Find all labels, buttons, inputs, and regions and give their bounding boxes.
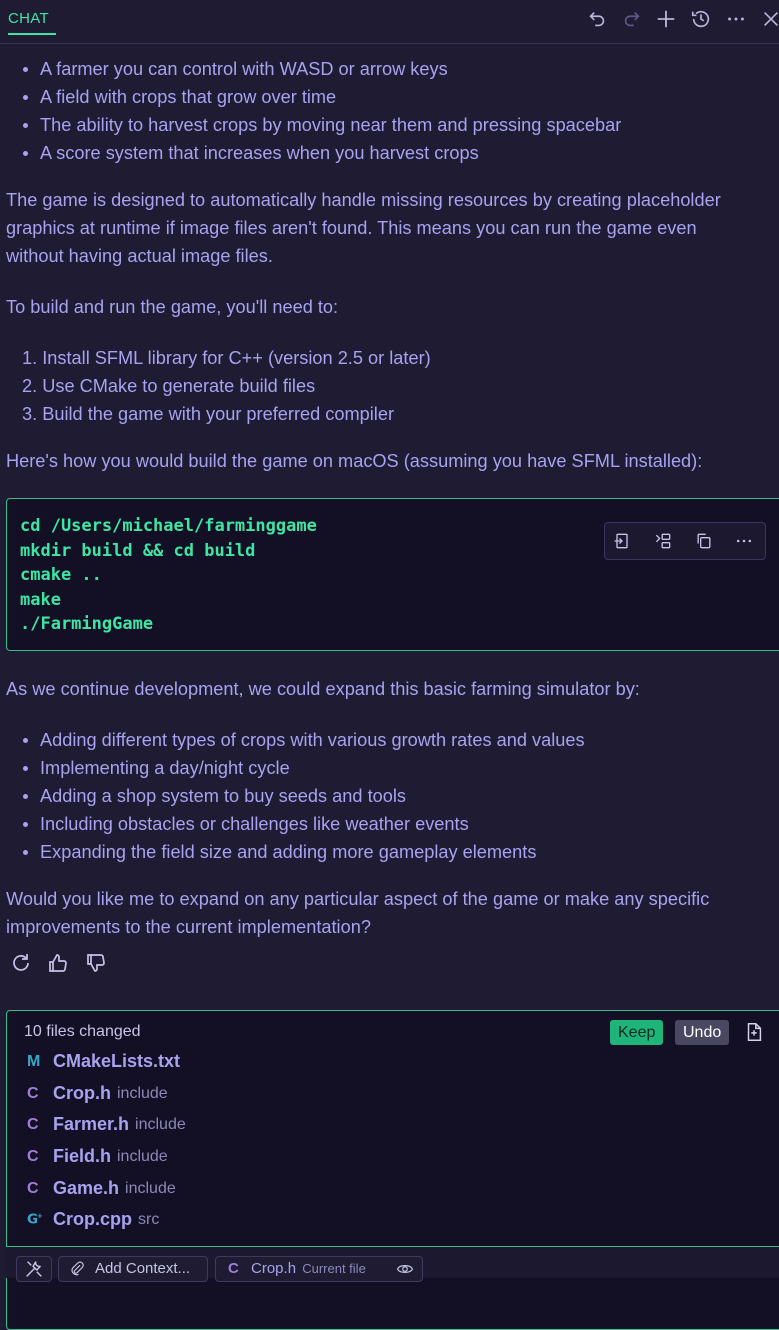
file-directory: include: [125, 1179, 176, 1197]
c-header-file-icon: C: [228, 1260, 239, 1277]
code-line: make: [20, 589, 61, 610]
file-row[interactable]: [27, 1051, 180, 1079]
paragraph-expand: As we continue development, we could expand this basic farming simulator by:: [6, 679, 640, 699]
paragraph-line: improvements to the current implementation?: [6, 917, 371, 937]
history-icon[interactable]: [690, 8, 712, 30]
file-name: Crop.h: [53, 1083, 111, 1103]
chat-input-bar: [6, 1246, 779, 1278]
redo-icon[interactable]: [621, 8, 643, 30]
list-item: 3. Build the game with your preferred compiler: [22, 404, 395, 424]
code-content: [20, 514, 317, 637]
add-context-label: Add Context...: [95, 1260, 191, 1277]
copy-icon[interactable]: [694, 531, 716, 553]
c-header-file-icon: C: [27, 1084, 39, 1102]
file-name: Crop.cpp: [53, 1209, 132, 1229]
paperclip-icon: [68, 1260, 86, 1278]
paragraph-line: The game is designed to automatically handle missing resources by creating placeholder: [6, 190, 721, 210]
expansion-list: [40, 726, 585, 866]
tab-chat[interactable]: CHAT: [8, 10, 49, 27]
list-item: Adding different types of crops with various growth rates and values: [40, 726, 585, 754]
code-line: ./FarmingGame: [20, 614, 154, 634]
current-file-name: Crop.h: [251, 1260, 297, 1277]
code-line: cmake ..: [20, 565, 102, 585]
file-name: CMakeLists.txt: [53, 1051, 181, 1071]
current-file-tag: Current file: [302, 1261, 366, 1276]
paragraph-line: graphics at runtime if image files aren't found. This means you can run the game even: [6, 218, 697, 238]
code-line: mkdir build && cd build: [20, 540, 256, 561]
file-row[interactable]: [27, 1146, 168, 1174]
eye-icon[interactable]: [396, 1260, 414, 1278]
file-name: Field.h: [53, 1146, 111, 1166]
paragraph-macos: Here's how you would build the game on macOS (assuming you have SFML installed):: [6, 451, 703, 471]
paragraph-line: without having actual image files.: [6, 246, 273, 266]
keep-button[interactable]: Keep: [610, 1020, 663, 1045]
apply-icon[interactable]: [612, 531, 634, 553]
current-file-chip[interactable]: [215, 1256, 423, 1282]
list-item: 1. Install SFML library for C++ (version 2.5 or later): [22, 348, 431, 368]
list-item: The ability to harvest crops by moving near them and pressing spacebar: [40, 111, 621, 139]
file-row[interactable]: [27, 1209, 159, 1237]
retry-icon[interactable]: [9, 951, 35, 977]
svg-text:+: +: [36, 1211, 43, 1221]
undo-icon[interactable]: [586, 8, 608, 30]
paragraph-line: Would you like me to expand on any particular aspect of the game or make any specific: [6, 889, 710, 909]
paragraph-question: [6, 885, 779, 941]
code-block[interactable]: [6, 498, 779, 651]
plus-icon[interactable]: [655, 8, 677, 30]
build-steps-list: [22, 344, 431, 428]
file-directory: include: [135, 1115, 186, 1133]
tools-icon[interactable]: [16, 1256, 52, 1282]
list-item: Expanding the field size and adding more gameplay elements: [40, 838, 585, 866]
list-item: Implementing a day/night cycle: [40, 754, 585, 782]
list-item: Including obstacles or challenges like weather events: [40, 810, 585, 838]
file-directory: include: [117, 1147, 168, 1165]
undo-button[interactable]: Undo: [675, 1020, 729, 1045]
file-row[interactable]: [27, 1178, 176, 1206]
add-context-button[interactable]: [58, 1256, 208, 1282]
list-item: Adding a shop system to buy seeds and tools: [40, 782, 585, 810]
files-changed-count: 10 files changed: [24, 1023, 141, 1040]
thumbs-up-icon[interactable]: [46, 951, 72, 977]
list-item: A score system that increases when you harvest crops: [40, 139, 621, 167]
svg-text:G: G: [27, 1211, 39, 1228]
review-document-icon[interactable]: [743, 1021, 765, 1043]
more-icon[interactable]: [725, 8, 747, 30]
chat-header: [0, 0, 779, 44]
file-row[interactable]: [27, 1114, 186, 1142]
list-item: A field with crops that grow over time: [40, 83, 621, 111]
insert-icon[interactable]: [653, 531, 675, 553]
c-header-file-icon: C: [27, 1115, 39, 1133]
list-item: 2. Use CMake to generate build files: [22, 376, 316, 396]
file-row[interactable]: [27, 1083, 168, 1111]
file-directory: include: [117, 1084, 168, 1102]
code-toolbar: [604, 522, 766, 560]
list-item: A farmer you can control with WASD or arrow keys: [40, 55, 621, 83]
files-changed-panel: [6, 1010, 779, 1330]
file-name: Game.h: [53, 1178, 120, 1198]
close-icon[interactable]: [760, 8, 779, 30]
c-header-file-icon: C: [27, 1179, 39, 1197]
cmake-file-icon: M: [27, 1052, 41, 1070]
code-line: cd /Users/michael/farminggame: [20, 516, 317, 536]
paragraph-build-intro: To build and run the game, you'll need to:: [6, 297, 339, 317]
more-icon[interactable]: [734, 531, 756, 553]
feature-list: [40, 55, 621, 167]
c-header-file-icon: C: [27, 1147, 39, 1165]
tab-active-indicator: [8, 33, 56, 35]
thumbs-down-icon[interactable]: [84, 951, 110, 977]
file-directory: src: [138, 1210, 160, 1228]
cpp-file-icon: [27, 1210, 47, 1228]
paragraph-resources: [6, 186, 779, 270]
file-name: Farmer.h: [53, 1114, 130, 1134]
